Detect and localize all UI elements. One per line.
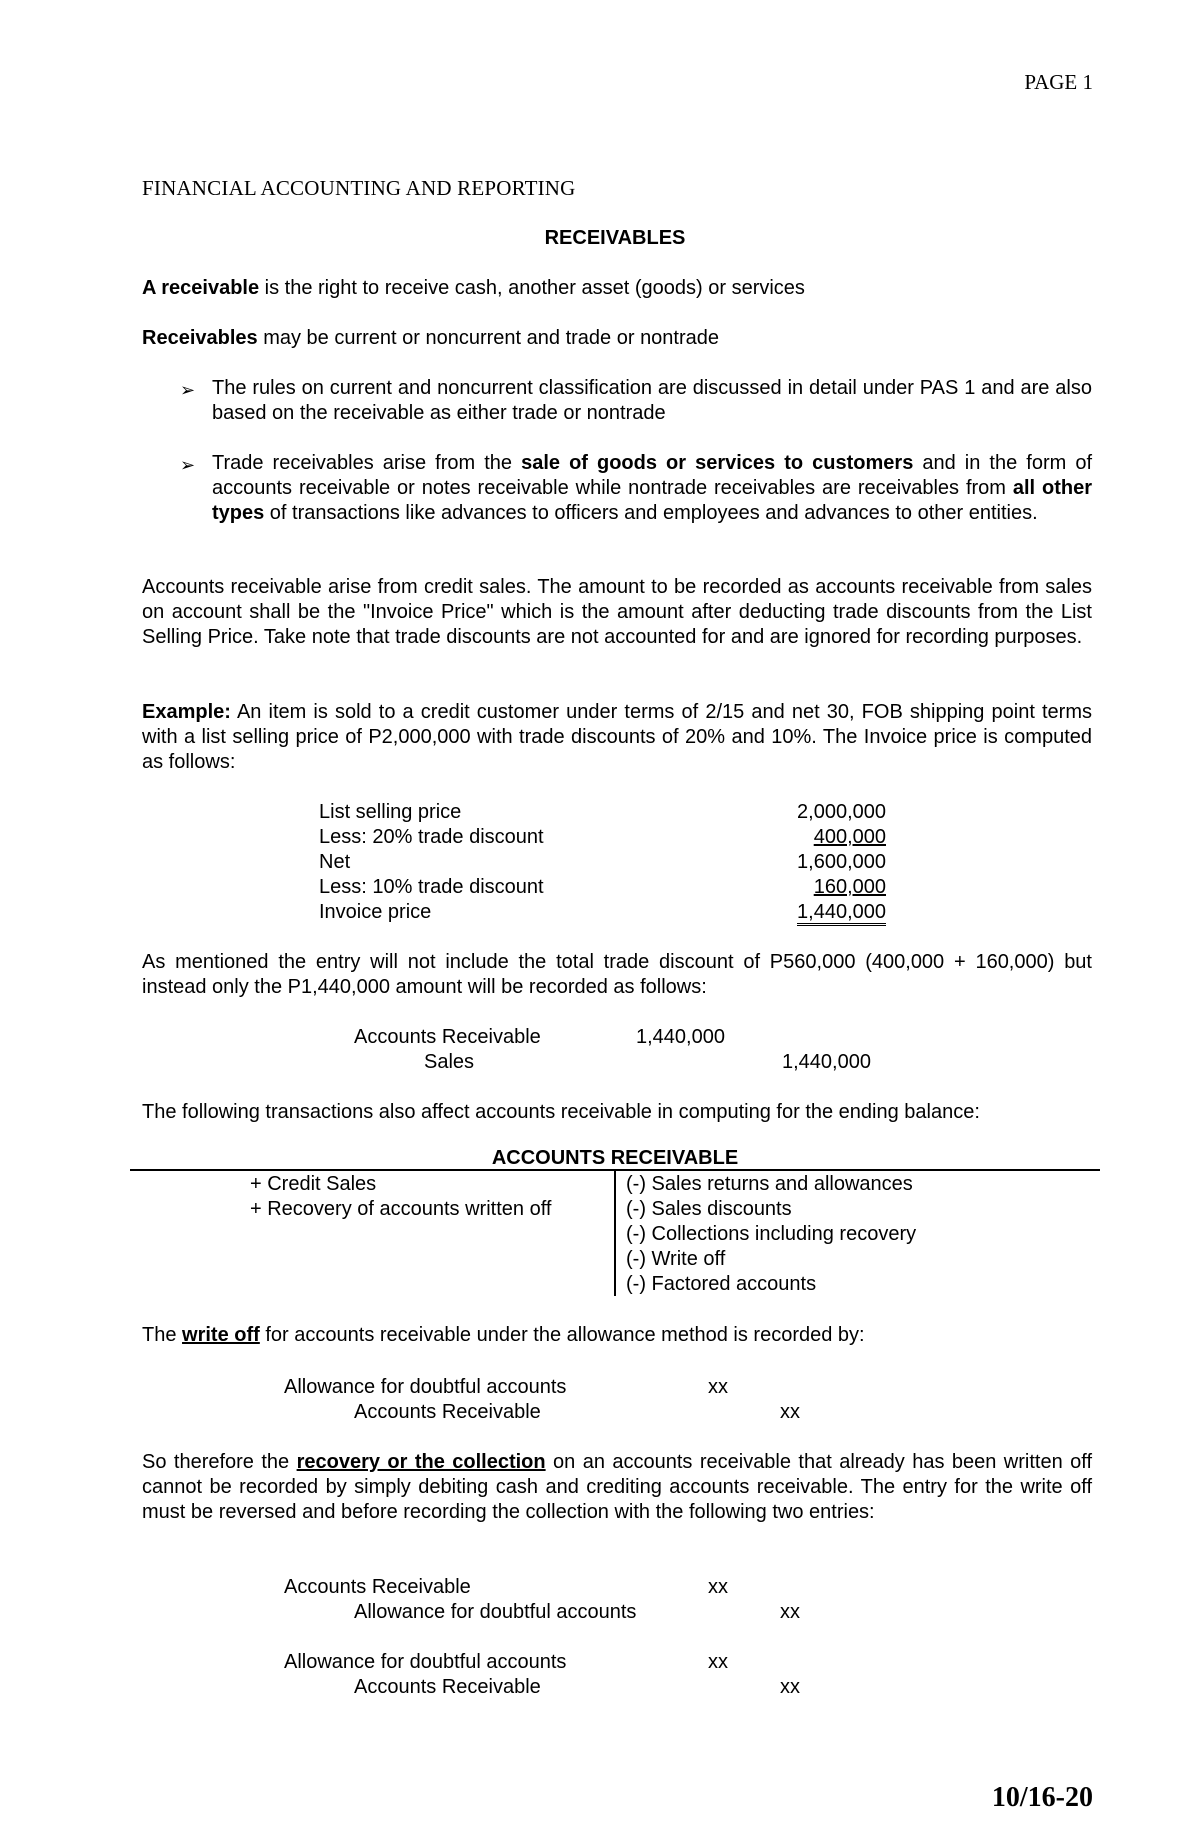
sentence-text: for accounts receivable under the allowance method is recorded by: <box>259 1324 865 1346</box>
debit-amount: xx <box>708 1576 728 1598</box>
bold-phrase: all other types <box>212 477 1093 524</box>
paragraph-following-transactions: The following transactions also affect accounts receivable in computing for the ending balance: <box>142 1101 980 1123</box>
definition-receivables <box>142 326 1092 351</box>
paragraph-text: So therefore the <box>142 1451 297 1473</box>
debit-account: Allowance for doubtful accounts <box>284 1376 567 1398</box>
definition-text: may be current or noncurrent and trade or nontrade <box>257 327 720 349</box>
arrow-bullet-icon: ➢ <box>180 455 196 475</box>
credit-amount: xx <box>780 1401 800 1423</box>
t-account-debit-item: + Recovery of accounts written off <box>250 1198 552 1220</box>
credit-account: Allowance for doubtful accounts <box>354 1601 637 1623</box>
invoice-label: Invoice price <box>319 901 432 923</box>
example-label: Example: <box>142 701 231 723</box>
invoice-amount: 1,600,000 <box>797 851 886 873</box>
debit-amount: xx <box>708 1651 728 1673</box>
page-label: PAGE 1 <box>1024 70 1093 94</box>
t-account-credit-item: (-) Factored accounts <box>626 1273 817 1295</box>
underlined-amount: 160,000 <box>813 876 886 898</box>
debit-account: Accounts Receivable <box>354 1026 541 1048</box>
definition-term: A receivable <box>142 277 260 299</box>
bullet-text: and in the form of accounts receivable or notes receivable while nontrade receivables are receivables from <box>212 452 1092 499</box>
paragraph-accounts-receivable: Accounts receivable arise from credit sales. The amount to be recorded as accounts receivable from sales on account shall be the "Invoice Price" which is the amount after deducting trade discounts from the List Selling Price. Take note that trade discounts are not accounted for and are ignored for recording purposes. <box>142 576 1092 648</box>
invoice-amount <box>700 900 886 925</box>
writeoff-sentence <box>142 1323 1092 1348</box>
debit-account: Accounts Receivable <box>284 1576 471 1598</box>
credit-amount: 1,440,000 <box>782 1051 871 1073</box>
example-text: An item is sold to a credit customer under terms of 2/15 and net 30, FOB shipping point terms with a list selling price of P2,000,000 with trade discounts of 20% and 10%. The Invoice price is computed as follows: <box>142 701 1092 773</box>
t-account-title: ACCOUNTS RECEIVABLE <box>491 1147 739 1169</box>
invoice-amount: 2,000,000 <box>797 801 886 823</box>
debit-account: Allowance for doubtful accounts <box>284 1651 567 1673</box>
definition-term: Receivables <box>142 327 258 349</box>
t-account-debit-item: + Credit Sales <box>250 1173 377 1195</box>
page-title: RECEIVABLES <box>544 227 686 249</box>
invoice-label: Net <box>319 851 351 873</box>
definition-text: is the right to receive cash, another asset (goods) or services <box>259 277 805 299</box>
bold-phrase: sale of goods or services to customers <box>521 452 914 474</box>
t-account-credit-item: (-) Sales returns and allowances <box>626 1173 913 1195</box>
invoice-label: List selling price <box>319 801 462 823</box>
bold-underlined-phrase: write off <box>182 1324 260 1346</box>
t-account-credit-item: (-) Collections including recovery <box>626 1223 917 1245</box>
t-account-credit-item: (-) Write off <box>626 1248 726 1270</box>
debit-amount: xx <box>708 1376 728 1398</box>
credit-amount: xx <box>780 1676 800 1698</box>
definition-receivable <box>142 276 1092 301</box>
debit-amount: 1,440,000 <box>636 1026 725 1048</box>
t-account-credit-item: (-) Sales discounts <box>626 1198 792 1220</box>
bullet-text: of transactions like advances to officers and employees and advances to other entities. <box>264 502 1038 524</box>
arrow-bullet-icon: ➢ <box>180 380 196 400</box>
invoice-amount <box>700 875 886 900</box>
credit-account: Accounts Receivable <box>354 1676 541 1698</box>
sentence-text: The <box>142 1324 183 1346</box>
credit-amount: xx <box>780 1601 800 1623</box>
t-account-center-rule <box>614 1170 616 1296</box>
bullet-text: Trade receivables arise from the <box>212 452 522 474</box>
invoice-amount <box>700 825 886 850</box>
footer-code: 10/16-20 <box>991 1782 1093 1813</box>
bullet-classification: The rules on current and noncurrent classification are discussed in detail under PAS 1 and are also based on the receivable as either trade or nontrade <box>212 377 1092 424</box>
invoice-label: Less: 20% trade discount <box>319 826 544 848</box>
paragraph-text: on an accounts receivable that already has been written off cannot be recorded by simply debiting cash and crediting accounts receivable. The entry for the write off must be reversed and before recording the collection with the following two entries: <box>142 1451 1093 1523</box>
double-underlined-amount: 1,440,000 <box>797 901 886 926</box>
example-paragraph <box>142 700 1092 775</box>
recovery-paragraph <box>142 1450 1092 1525</box>
credit-account: Sales <box>424 1051 475 1073</box>
paragraph-trade-discount-entry: As mentioned the entry will not include the total trade discount of P560,000 (400,000 + 160,000) but instead only the P1,440,000 amount will be recorded as follows: <box>142 951 1092 998</box>
bold-underlined-phrase: recovery or the collection <box>296 1451 546 1473</box>
subject-heading: FINANCIAL ACCOUNTING AND REPORTING <box>142 176 576 200</box>
underlined-amount: 400,000 <box>813 826 886 848</box>
invoice-label: Less: 10% trade discount <box>319 876 544 898</box>
bullet-trade-nontrade <box>212 451 1092 526</box>
credit-account: Accounts Receivable <box>354 1401 541 1423</box>
